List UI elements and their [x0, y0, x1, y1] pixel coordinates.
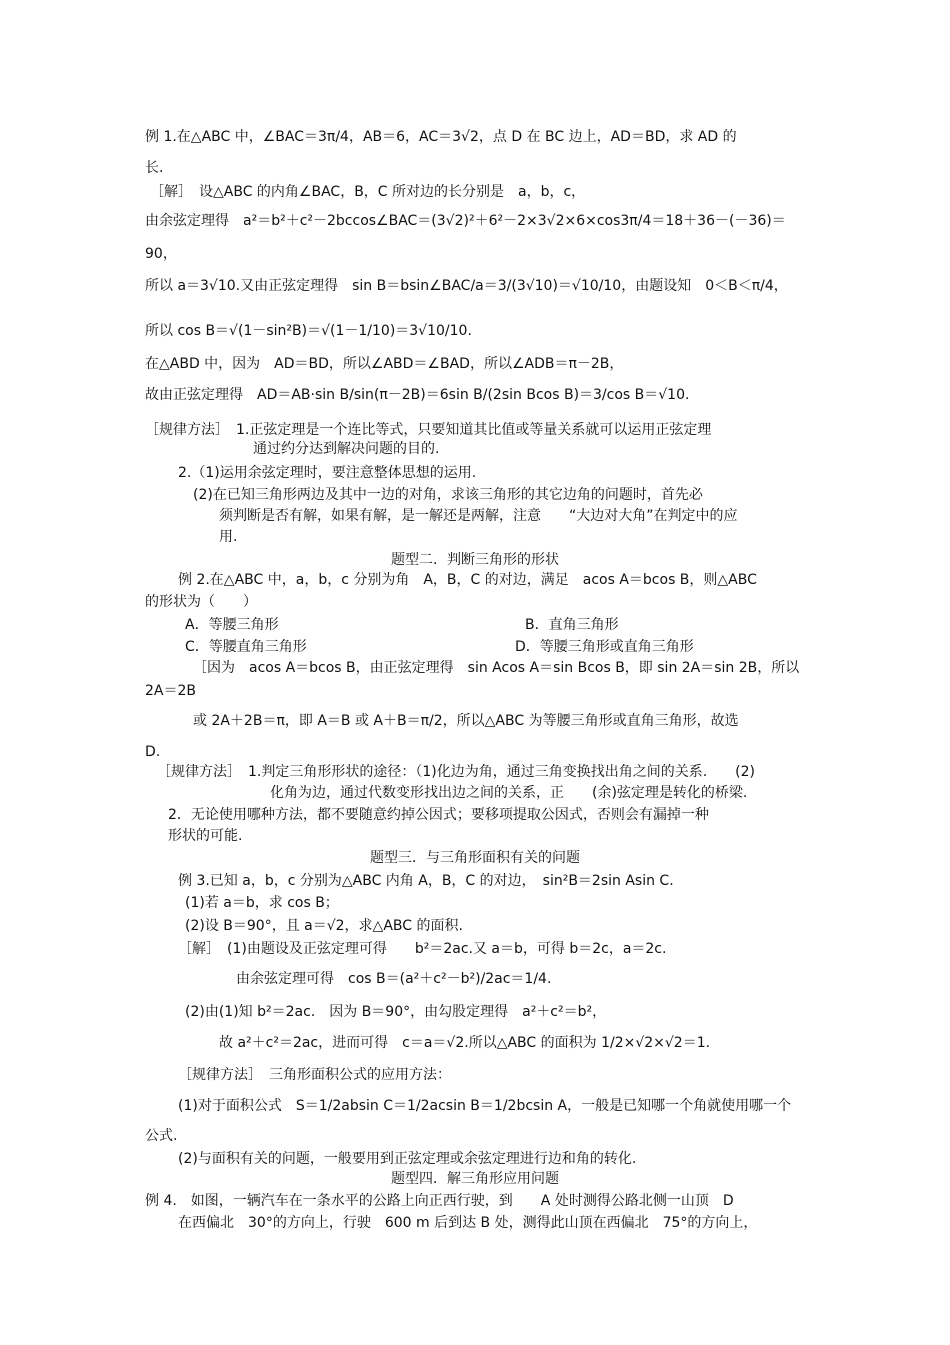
example1-triangle-abd: 在△ABD 中，因为 AD＝BD，所以∠ABD＝∠BAD，所以∠ADB＝π－2B， — [145, 356, 624, 372]
method3-title: ［规律方法］ 三角形面积公式的应用方法： — [178, 1067, 451, 1083]
option-c: C．等腰直角三角形 — [185, 639, 307, 655]
example1-result-90: 90， — [145, 246, 177, 262]
option-d: D．等腰三角形或直角三角形 — [515, 639, 694, 655]
section-title-4: 题型四．解三角形应用问题 — [391, 1171, 559, 1187]
example3-sol2: (2)由(1)知 b²＝2ac. 因为 B＝90°，由勾股定理得 a²＋c²＝b²， — [185, 1004, 607, 1020]
example1-sine-law: 所以 a＝3√10.又由正弦定理得 sin B＝bsin∠BAC/a＝3/(3√10)＝√10/10，由题设知 0＜B＜π/4， — [145, 278, 788, 294]
method1-point2: 2.（1)运用余弦定理时，要注意整体思想的运用. — [178, 465, 477, 481]
method3-point2: (2)与面积有关的问题，一般要用到正弦定理或余弦定理进行边和角的转化. — [178, 1151, 637, 1167]
example1-cosB: 所以 cos B＝√(1－sin²B)＝√(1－1/10)＝3√10/10. — [145, 323, 472, 339]
method2-line1: ［规律方法］ 1.判定三角形形状的途径：（1)化边为角，通过三角变换找出角之间的关系. (2) — [157, 764, 756, 780]
method1-point2-sub1: (2)在已知三角形两边及其中一边的对角，求该三角形的其它边角的问题时，首先必 — [193, 487, 703, 503]
method2-point2: 2．无论使用哪种方法，都不要随意约掉公因式；要移项提取公因式，否则会有漏掉一种 — [168, 807, 709, 823]
example3-sol1-cos: 由余弦定理可得 cos B＝(a²＋c²－b²)/2ac＝1/4. — [236, 971, 552, 987]
section-title-2: 题型二．判断三角形的形状 — [391, 552, 559, 568]
example2-solution-3: 或 2A＋2B＝π，即 A＝B 或 A＋B＝π/2，所以△ABC 为等腰三角形或直角三角形，故选 — [193, 713, 739, 729]
example3-sol1: ［解］ (1)由题设及正弦定理可得 b²＝2ac.又 a＝b，可得 b＝2c，a＝2c. — [178, 941, 667, 957]
option-b: B．直角三角形 — [525, 617, 619, 633]
method1-point2-sub3: 用. — [219, 529, 238, 545]
example1-ad-result: 故由正弦定理得 AD＝AB·sin B/sin(π－2B)＝6sin B/(2sin Bcos B)＝3/cos B＝√10. — [145, 387, 690, 403]
example2-answer: D. — [145, 744, 161, 760]
example1-line2: 长. — [145, 160, 164, 176]
section-title-3: 题型三．与三角形面积有关的问题 — [370, 850, 580, 866]
method3-point1-cont: 公式. — [145, 1128, 178, 1144]
example3-line1: 例 3.已知 a，b，c 分别为△ABC 内角 A，B，C 的对边， sin²B＝2sin Asin C. — [178, 873, 674, 889]
example2-line2: 的形状为（ ） — [145, 594, 257, 610]
method1-point2-sub2: 须判断是否有解，如果有解，是一解还是两解，注意 “大边对大角”在判定中的应 — [219, 508, 738, 524]
example3-q1: (1)若 a＝b，求 cos B； — [185, 895, 339, 911]
method1-line2: 通过约分达到解决问题的目的. — [253, 441, 440, 457]
example1-solution-intro: ［解］ 设△ABC 的内角∠BAC，B，C 所对边的长分别是 a，b，c， — [150, 184, 586, 200]
method2-point2-cont: 形状的可能. — [168, 828, 243, 844]
method3-point1: (1)对于面积公式 S＝1/2absin C＝1/2acsin B＝1/2bcsin A，一般是已知哪一个角就使用哪一个 — [178, 1098, 792, 1114]
example1-line1: 例 1.在△ABC 中，∠BAC＝3π/4，AB＝6，AC＝3√2，点 D 在 BC 边上，AD＝BD，求 AD 的 — [145, 129, 737, 145]
method2-line2: 化角为边，通过代数变形找出边之间的关系，正 (余)弦定理是转化的桥梁. — [270, 785, 748, 801]
method1-line1: ［规律方法］ 1.正弦定理是一个连比等式，只要知道其比值或等量关系就可以运用正弦定理 — [145, 422, 712, 438]
example2-solution-2: 2A＝2B — [145, 683, 196, 699]
example1-cosine-law: 由余弦定理得 a²＝b²＋c²－2bccos∠BAC＝(3√2)²＋6²－2×3√2×6×cos3π/4＝18＋36－(－36)＝ — [145, 213, 786, 229]
option-a: A．等腰三角形 — [185, 617, 279, 633]
example3-q2: (2)设 B＝90°，且 a＝√2，求△ABC 的面积. — [185, 918, 463, 934]
example4-line2: 在西偏北 30°的方向上，行驶 600 m 后到达 B 处，测得此山顶在西偏北 75°的方向上， — [178, 1215, 758, 1231]
example2-line1: 例 2.在△ABC 中，a，b，c 分别为角 A，B，C 的对边，满足 acos A＝bcos B，则△ABC — [178, 572, 757, 588]
example3-sol2-area: 故 a²＋c²＝2ac，进而可得 c＝a＝√2.所以△ABC 的面积为 1/2×√2×√2＝1. — [219, 1035, 711, 1051]
example2-solution-1: ［因为 acos A＝bcos B，由正弦定理得 sin Acos A＝sin Bcos B，即 sin 2A＝sin 2B，所以 — [193, 660, 800, 676]
example4-line1: 例 4. 如图，一辆汽车在一条水平的公路上向正西行驶，到 A 处时测得公路北侧一山顶 D — [145, 1193, 734, 1209]
